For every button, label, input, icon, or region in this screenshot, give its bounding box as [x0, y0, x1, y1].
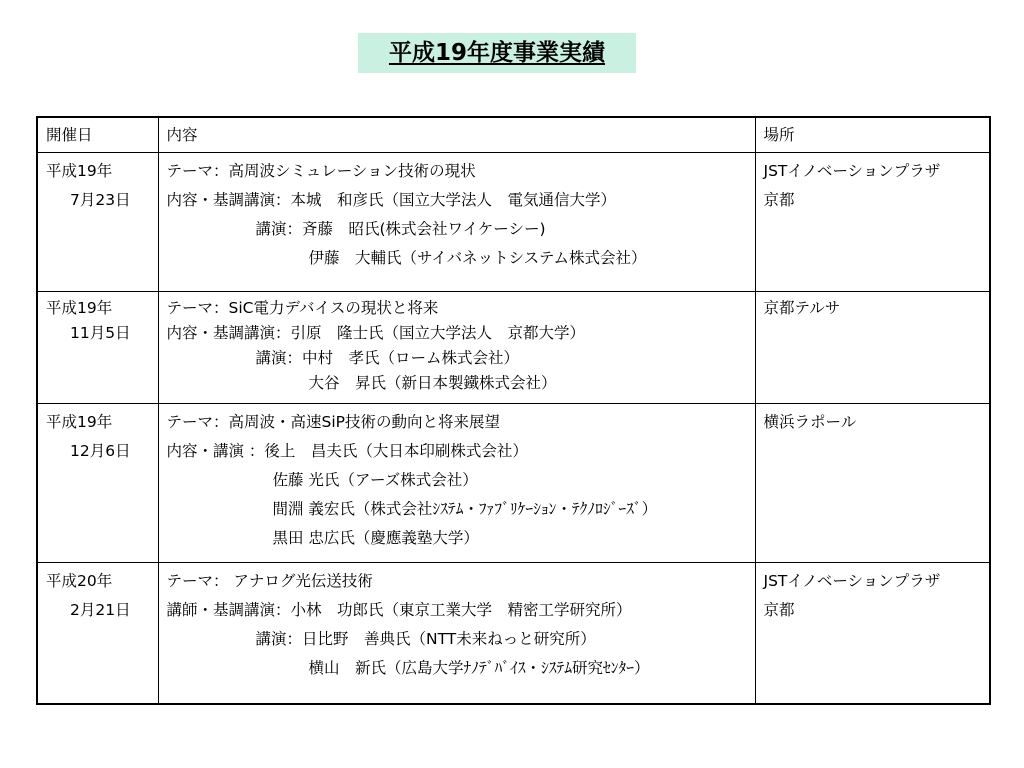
date-year: 平成20年: [46, 572, 113, 590]
theme-line: テーマ：SiC電力デバイスの現状と将来: [166, 299, 439, 317]
content-cell: [158, 404, 755, 563]
place-cell: [755, 153, 990, 292]
place-cell: [755, 563, 990, 705]
place-cell: [755, 404, 990, 563]
header-place: 場所: [755, 117, 990, 153]
date-year: 平成19年: [46, 299, 113, 317]
date-cell: [37, 563, 158, 705]
date-year: 平成19年: [46, 413, 113, 431]
content-line: 内容・講演 ：後上 昌夫氏（大日本印刷株式会社）: [166, 442, 528, 460]
date-day: 12月6日: [70, 442, 131, 460]
content-line: 講演：斉藤 昭氏(株式会社ワイケーシー): [255, 220, 546, 238]
date-cell: [37, 153, 158, 292]
content-line: 横山 新氏（広島大学ﾅﾉﾃﾞﾊﾞｲｽ・ｼｽﾃﾑ研究ｾﾝﾀｰ）: [308, 659, 650, 677]
content-line: 講演：中村 孝氏（ローム株式会社）: [255, 349, 520, 367]
place-line: 横浜ラポール: [763, 413, 857, 431]
date-day: 11月5日: [70, 324, 131, 342]
place-line: 京都: [763, 191, 795, 209]
date-cell: [37, 292, 158, 404]
content-line: 佐藤 光氏（アーズ株式会社）: [272, 471, 478, 489]
content-line: 伊藤 大輔氏（サイバネットシステム株式会社）: [308, 249, 647, 267]
table-row: [37, 153, 990, 292]
header-content: 内容: [158, 117, 755, 153]
date-day: 2月21日: [70, 601, 131, 619]
content-line: 大谷 昇氏（新日本製鐵株式会社）: [308, 374, 557, 392]
content-cell: [158, 153, 755, 292]
table-row: [37, 563, 990, 705]
theme-line: テーマ：高周波・高速SiP技術の動向と将来展望: [166, 413, 500, 431]
content-line: 講演：日比野 善典氏（NTT未来ねっと研究所）: [255, 630, 596, 648]
content-line: 間淵 義宏氏（株式会社ｼｽﾃﾑ・ﾌｧﾌﾞﾘｹｰｼｮﾝ・ﾃｸﾉﾛｼﾞｰｽﾞ）: [272, 500, 658, 518]
events-table: [36, 116, 991, 705]
date-day: 7月23日: [70, 191, 131, 209]
place-line: JSTイノベーションプラザ: [763, 162, 941, 180]
table-row: [37, 404, 990, 563]
page-title: 平成19年度事業実績: [358, 33, 636, 73]
theme-line: テーマ：高周波シミュレーション技術の現状: [166, 162, 476, 180]
date-cell: [37, 404, 158, 563]
theme-line: テーマ： アナログ光伝送技術: [166, 572, 373, 590]
content-line: 内容・基調講演：引原 隆士氏（国立大学法人 京都大学）: [166, 324, 586, 342]
place-cell: [755, 292, 990, 404]
place-line: 京都: [763, 601, 795, 619]
place-line: JSTイノベーションプラザ: [763, 572, 941, 590]
content-line: 内容・基調講演：本城 和彦氏（国立大学法人 電気通信大学）: [166, 191, 617, 209]
content-line: 黒田 忠広氏（慶應義塾大学）: [272, 529, 479, 547]
content-cell: [158, 292, 755, 404]
content-line: 講師・基調講演：小林 功郎氏（東京工業大学 精密工学研究所）: [166, 601, 632, 619]
table-row: [37, 292, 990, 404]
content-cell: [158, 563, 755, 705]
table-header-row: [37, 117, 990, 153]
date-year: 平成19年: [46, 162, 113, 180]
place-line: 京都テルサ: [763, 299, 841, 317]
header-date: 開催日: [37, 117, 158, 153]
